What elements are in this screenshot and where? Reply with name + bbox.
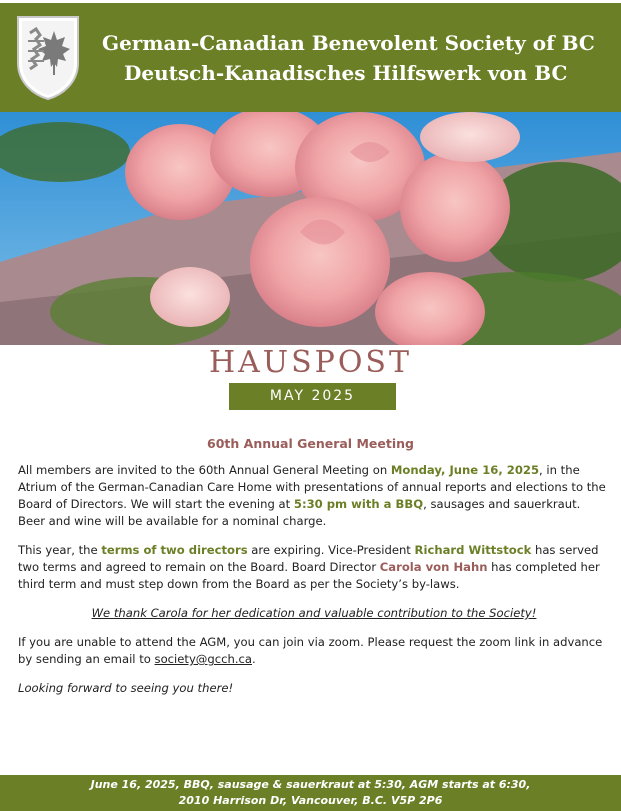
meeting-date: Monday, June 16, 2025: [390, 463, 540, 477]
text-run: , in the Atrium of the German-Canadian Care Home with presentations of annual reports and elections to the Board of Directors. We will start the evening at: [18, 463, 606, 511]
header-banner: [0, 0, 621, 112]
paragraph-directors: [18, 542, 610, 593]
vice-president-name: Richard Wittstock: [414, 543, 532, 557]
society-title-en: German-Canadian Benevolent Society of BC: [102, 31, 595, 55]
text-run: has served two terms and agreed to remain on the Board. Board Director: [18, 543, 599, 574]
society-title: [102, 28, 602, 88]
article-body: [18, 462, 610, 709]
header-top-rule: [0, 0, 621, 3]
text-run: .: [252, 652, 256, 666]
text-run: This year, the: [18, 543, 102, 557]
shield-maple-leaf-crest-icon: [14, 13, 82, 101]
closing-line: Looking forward to seeing you there!: [18, 681, 234, 695]
footer-banner: [0, 775, 621, 811]
footer-line-2: 2010 Harrison Dr, Vancouver, B.C. V5P 2P6: [178, 794, 443, 807]
roses-photo: [0, 112, 621, 345]
society-title-de: Deutsch-Kanadisches Hilfswerk von BC: [124, 61, 568, 85]
paragraph-invitation: [18, 462, 610, 530]
text-run: , sausages and sauerkraut. Beer and wine will be available for a nominal charge.: [18, 497, 581, 528]
text-run: has completed her third term and must step down from the Board as per the Society’s by-laws.: [18, 560, 600, 591]
issue-date-banner: MAY 2025: [229, 383, 396, 410]
thanks-line: We thank Carola for her dedication and valuable contribution to the Society!: [91, 606, 537, 620]
paragraph-zoom: [18, 634, 610, 668]
newsletter-title: HAUSPOST: [208, 345, 412, 380]
roses-photo-image: [0, 112, 621, 345]
text-run: All members are invited to the 60th Annual General Meeting on: [18, 463, 391, 477]
footer-line-1: June 16, 2025, BBQ, sausage & sauerkraut at 5:30, AGM starts at 6:30,: [90, 778, 531, 791]
terms-highlight: terms of two directors: [101, 543, 248, 557]
text-run: are expiring. Vice-President: [247, 543, 415, 557]
bbq-time: 5:30 pm with a BBQ: [293, 497, 424, 511]
text-run: If you are unable to attend the AGM, you can join via zoom. Please request the zoom link in advance by sending an email to: [18, 635, 603, 666]
email-link[interactable]: society@gcch.ca: [154, 652, 253, 666]
section-heading: 60th Annual General Meeting: [207, 436, 414, 451]
director-name: Carola von Hahn: [379, 560, 488, 574]
